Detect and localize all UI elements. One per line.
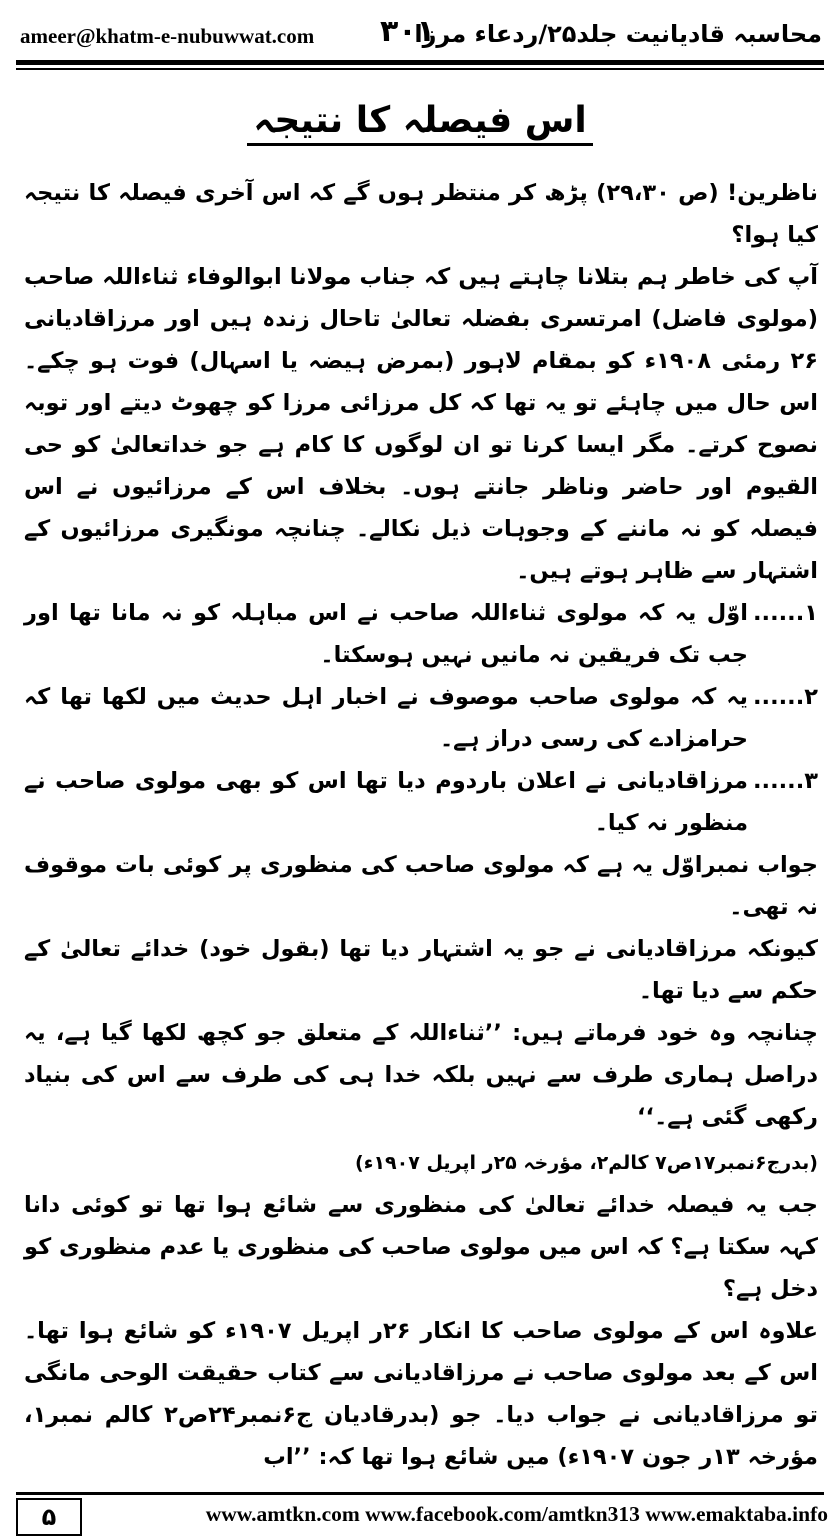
answer-continuation: علاوہ اس کے مولوی صاحب کا انکار ۲۶ر اپریل ۱۹۰۷ء کو شائع ہوا تھا۔ اس کے بعد مولوی صاحب نے مرزاقادیانی سے کتاب حقیقت الوحی مانگی تو مرزاقادیانی نے جواب دیا۔ جو (بدرقادیان ج۶نمبر۲۴ص۲ کالم نمبر۱، مؤرخہ ۱۳ر جون ۱۹۰۷ء) میں شائع ہوا تھا کہ: ’’اب — [24, 1318, 818, 1470]
page-number: ۳۰۱ — [380, 14, 435, 49]
section-title-text: اس فیصلہ کا نتیجہ — [247, 100, 593, 146]
footer-rule — [16, 1492, 824, 1495]
page-footer — [0, 1492, 840, 1540]
list-item-text: مرزاقادیانی نے اعلان باردوم دیا تھا اس کو بھی مولوی صاحب نے منظور نہ کیا۔ — [24, 768, 748, 836]
footer-box-number: ۵ — [16, 1498, 82, 1536]
list-item-number: ۳...... — [752, 768, 818, 794]
page-body — [24, 172, 818, 1478]
answer-quote: چنانچہ وہ خود فرماتے ہیں: ’’ثناءاللہ کے متعلق جو کچھ لکھا گیا ہے، یہ دراصل ہماری طرف سے نہیں بلکہ خدا ہی کی طرف سے اس کی بنیاد رکھی گئی ہے۔‘‘ — [24, 1020, 818, 1130]
paragraph-main: آپ کی خاطر ہم بتلانا چاہتے ہیں کہ جناب مولانا ابوالوفاء ثناءاللہ صاحب (مولوی فاضل) امرتسری بفضلہ تعالیٰ تاحال زندہ ہیں اور مرزاقادیانی ۲۶ رمئی ۱۹۰۸ء کو بمقام لاہور (بمرض ہیضہ یا اسہال) فوت ہو چکے۔ اس حال میں چاہئے تو یہ تھا کہ کل مرزائی مرزا کو چھوٹ دیتے اور توبہ نصوح کرتے۔ مگر ایسا کرنا تو ان لوگوں کا کام ہے جو خداتعالیٰ کو حی القیوم اور حاضر وناظر جانتے ہوں۔ بخلاف اس کے مرزائیوں نے اس فیصلہ کو نہ ماننے کے وجوہات ذیل نکالے۔ چنانچہ مونگیری مرزائیوں کے اشتہار سے ظاہر ہوتے ہیں۔ — [24, 264, 819, 584]
citation-reference: (بدرج۶نمبر۱۷ص۷ کالم۲، مؤرخہ ۲۵ر اپریل ۱۹۰۷ء) — [355, 1152, 818, 1174]
list-item — [24, 760, 818, 844]
footer-links: www.amtkn.com www.facebook.com/amtkn313 www.emaktaba.info — [205, 1502, 828, 1526]
paragraph-intro: ناظرین! (ص ۲۹،۳۰) پڑھ کر منتظر ہوں گے کہ اس آخری فیصلہ کا نتیجہ کیا ہوا؟ — [24, 180, 819, 248]
list-item-text: اوّل یہ کہ مولوی ثناءاللہ صاحب نے اس مباہلہ کو نہ مانا تھا اور جب تک فریقین نہ مانیں نہیں ہوسکتا۔ — [24, 600, 748, 668]
header-rule-thick — [16, 60, 824, 65]
list-item — [24, 592, 818, 676]
answer-one: جواب نمبراوّل یہ ہے کہ مولوی صاحب کی منظوری پر کوئی بات موقوف نہ تھی۔ — [24, 852, 818, 920]
header-email: ameer@khatm-e-nubuwwat.com — [20, 24, 315, 48]
answer-question: جب یہ فیصلہ خدائے تعالیٰ کی منظوری سے شائع ہوا تھا تو کوئی دانا کہہ سکتا ہے؟ کہ اس میں مولوی صاحب کی منظوری یا عدم منظوری کو دخل ہے؟ — [24, 1192, 818, 1302]
list-item-number: ۱...... — [752, 600, 818, 626]
list-item-number: ۲...... — [752, 684, 818, 710]
running-title: محاسبہ قادیانیت جلد۲۵/ردعاء مرزا — [414, 20, 822, 48]
answer-reason: کیونکہ مرزاقادیانی نے جو یہ اشتہار دیا تھا (بقول خود) خدائے تعالیٰ کے حکم سے دیا تھا۔ — [24, 936, 818, 1004]
section-title — [0, 100, 840, 141]
list-item-text: یہ کہ مولوی صاحب موصوف نے اخبار اہل حدیث میں لکھا تھا کہ حرامزادے کی رسی دراز ہے۔ — [24, 684, 748, 752]
page-header — [0, 0, 840, 58]
header-rule-thin — [16, 68, 824, 70]
list-item — [24, 676, 818, 760]
